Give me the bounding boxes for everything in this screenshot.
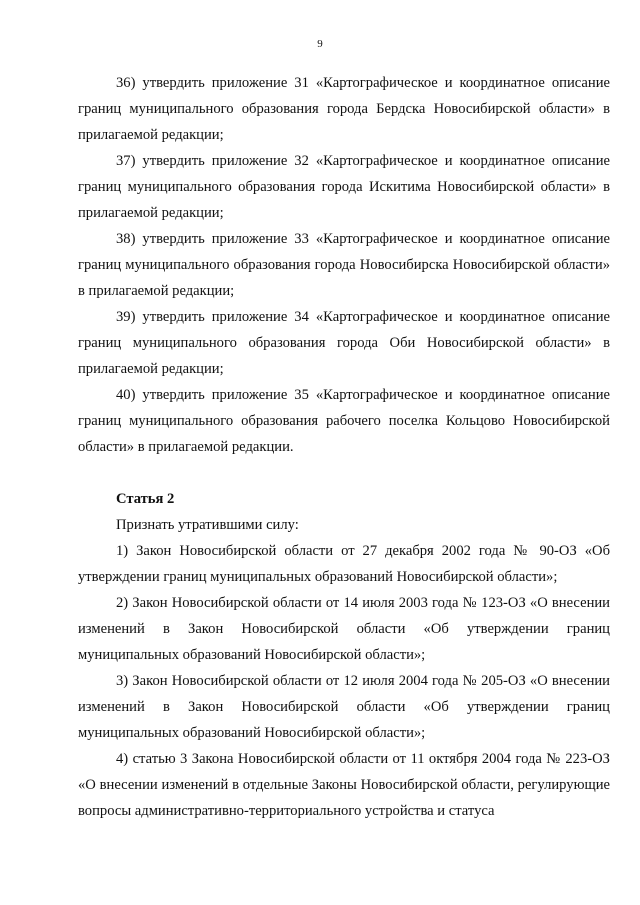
- page-number: 9: [317, 38, 323, 50]
- repealed-law-item: 4) статью 3 Закона Новосибирской области от 11 октября 2004 года № 223-ОЗ «О внесении изменений в отдельные Законы Новосибирской области, регулирующие вопросы административно-территориального устройства и статуса: [78, 751, 610, 819]
- list-item: 37) утвердить приложение 32 «Картографическое и координатное описание границ муниципального образования города Искитима Новосибирской области» в прилагаемой редакции;: [78, 153, 610, 221]
- section-spacer: [78, 460, 610, 486]
- repealed-law-item: 1) Закон Новосибирской области от 27 декабря 2002 года № 90-ОЗ «Об утверждении границ муниципальных образований Новосибирской области»;: [78, 543, 610, 585]
- list-item: 38) утвердить приложение 33 «Картографическое и координатное описание границ муниципального образования города Новосибирска Новосибирской области» в прилагаемой редакции;: [78, 231, 610, 299]
- article-heading: Статья 2: [116, 491, 175, 507]
- list-item: 36) утвердить приложение 31 «Картографическое и координатное описание границ муниципального образования города Бердска Новосибирской области» в прилагаемой редакции;: [78, 75, 610, 143]
- repealed-law-item: 3) Закон Новосибирской области от 12 июля 2004 года № 205-ОЗ «О внесении изменений в Закон Новосибирской области «Об утверждении границ муниципальных образований Новосибирской области»;: [78, 673, 610, 741]
- repealed-law-item: 2) Закон Новосибирской области от 14 июля 2003 года № 123-ОЗ «О внесении изменений в Закон Новосибирской области «Об утверждении границ муниципальных образований Новосибирской области»;: [78, 595, 610, 663]
- list-item: 39) утвердить приложение 34 «Картографическое и координатное описание границ муниципального образования города Оби Новосибирской области» в прилагаемой редакции;: [78, 309, 610, 377]
- article-intro: Признать утратившими силу:: [116, 517, 299, 533]
- document-body: [78, 70, 610, 824]
- list-item: 40) утвердить приложение 35 «Картографическое и координатное описание границ муниципального образования рабочего поселка Кольцово Новосибирской области» в прилагаемой редакции.: [78, 387, 610, 455]
